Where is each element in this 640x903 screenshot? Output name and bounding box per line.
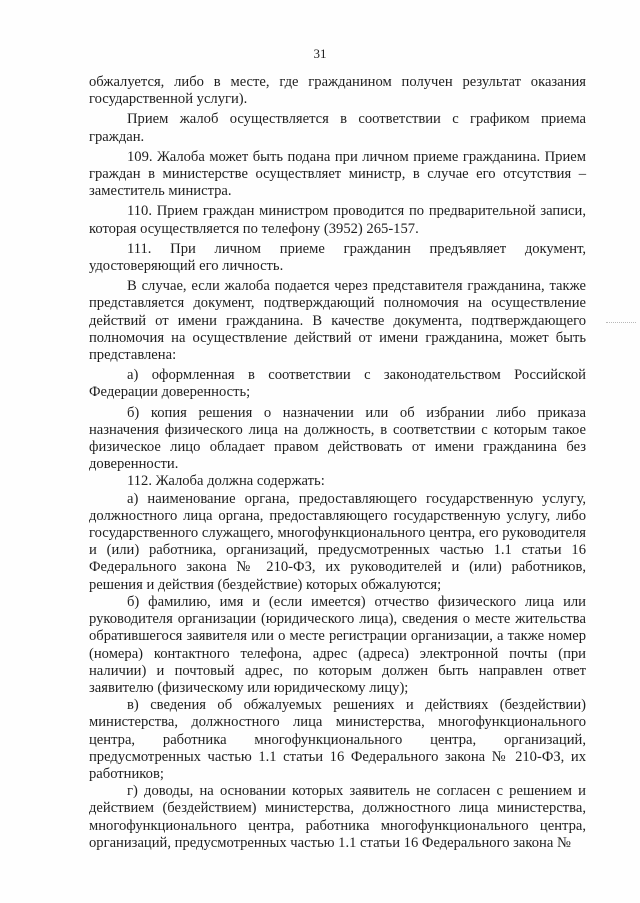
paragraph-schedule: Прием жалоб осуществляется в соответствии с графиком приема граждан. <box>89 111 586 145</box>
paragraph-112-b: б) фамилию, имя и (если имеется) отчество физического лица или руководителя организации (юридического лица), сведения о месте жительства обратившегося заявителя или о месте регистрации организации, а также номер (номера) контактного телефона, адрес (адреса) электронной почты (при наличии) и почтовый адрес, по которым должен быть направлен ответ заявителю (физическому или юридическому лицу); <box>89 593 586 696</box>
paragraph-continuation: обжалуется, либо в месте, где гражданином получен результат оказания государственной услуги). <box>89 74 586 108</box>
paragraph-111: 111. При личном приеме гражданин предъявляет документ, удостоверяющий его личность. <box>89 240 586 275</box>
paragraph-112-a: а) наименование органа, предоставляющего государственную услугу, должностного лица органа, предоставляющего государственную услугу, либо государственного служащего, многофункционального центра, его руководителя и (или) работника, организаций, предусмотренных частью 1.1 статьи 16 Федерального закона № 210-ФЗ, их руководителей и (или) работников, решения и действия (бездействие) которых обжалуются; <box>89 490 586 593</box>
paragraph-112-v: в) сведения об обжалуемых решениях и действиях (бездействии) министерства, должностного лица министерства, многофункционального центра, работника многофункционального центра, организаций, предусмотренных частью 1.1 статьи 16 Федерального закона № 210-ФЗ, их работников; <box>89 697 586 782</box>
paragraph-110: 110. Прием граждан министром проводится по предварительной записи, которая осуществляется по телефону (3952) 265-157. <box>89 203 586 237</box>
scan-artifact <box>606 322 636 325</box>
paragraph-109: 109. Жалоба может быть подана при личном приеме гражданина. Прием граждан в министерстве осуществляет министр, в случае его отсутствия – заместитель министра. <box>89 148 586 200</box>
document-body <box>89 74 586 852</box>
paragraph-representative: В случае, если жалоба подается через представителя гражданина, также представляется документ, подтверждающий полномочия на осуществление действий от имени гражданина. В качестве документа, подтверждающего полномочия на осуществление действий от имени гражданина, может быть представлена: <box>89 278 586 364</box>
paragraph-item-b: б) копия решения о назначении или об избрании либо приказа назначения физического лица на должность, в соответствии с которым такое физическое лицо обладает правом действовать от имени гражданина без доверенности. <box>89 404 586 473</box>
page-number: 31 <box>313 46 327 61</box>
paragraph-112-g: г) доводы, на основании которых заявитель не согласен с решением и действием (бездействием) министерства, должностного лица министерства, многофункционального центра, работника многофункционального центра, организаций, предусмотренных частью 1.1 статьи 16 Федерального закона № <box>89 783 586 851</box>
paragraph-112: 112. Жалоба должна содержать: <box>127 473 325 490</box>
paragraph-item-a: а) оформленная в соответствии с законодательством Российской Федерации доверенность; <box>89 367 586 401</box>
